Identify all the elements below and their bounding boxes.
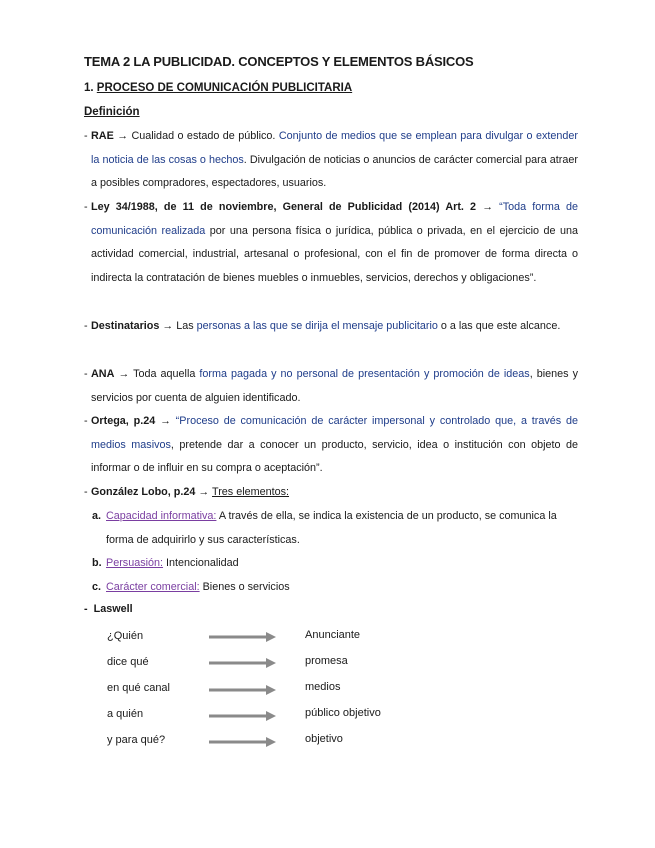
arrow-right-icon — [208, 737, 276, 747]
arrow-icon: → — [162, 320, 174, 332]
arrow-icon: → — [482, 201, 493, 213]
highlighted-text: forma pagada y no personal de presentación y promoción de ideas — [199, 368, 530, 380]
source-label: Ortega, p.24 — [91, 415, 156, 427]
element-letter: b. — [92, 557, 102, 569]
definition-item-ana: - ANA → Toda aquella forma pagada y no personal de presentación y promoción de ideas, bienes y servicios por cuenta de alguien identificado. — [84, 368, 578, 404]
arrow-icon: → — [117, 130, 129, 142]
laswell-answer: público objetivo — [305, 707, 381, 719]
laswell-question: dice qué — [107, 656, 149, 668]
element-item-b — [92, 552, 578, 576]
element-link-caracter[interactable]: Carácter comercial: — [106, 581, 200, 593]
definition-item-ortega: - Ortega, p.24 → “Proceso de comunicación de carácter impersonal y controlado que, a través de medios masivos, pretende dar a conocer un producto, servicio, idea o institución con objeto de informar o de influir en su compra o aceptación”. — [84, 415, 579, 474]
highlighted-text: Conjunto de medios que se emplean para divulgar o extender la noticia de las cosas o hechos — [91, 130, 579, 166]
item-text: , pretende dar a conocer un producto, servicio, idea o institución con objeto de informar o de influir en su compra o aceptación”. — [91, 438, 579, 474]
element-letter: a. — [92, 510, 102, 522]
item-text: por una persona física o jurídica, pública o privada, en el ejercicio de una actividad comercial, industrial, artesanal o profesional, con el fin de promover de forma directa o indirecta la contratación de bienes muebles o inmuebles, servicios, derechos y obligaciones”. — [91, 224, 578, 284]
section-number: 1. — [84, 82, 94, 94]
item-text: Toda aquella — [129, 368, 200, 380]
definition-item-gonzalez: - González Lobo, p.24 → Tres elementos: — [84, 486, 290, 498]
section-heading — [84, 82, 352, 94]
element-desc: Bienes o servicios — [199, 581, 290, 593]
laswell-question: ¿Quién — [107, 630, 144, 642]
laswell-answer: Anunciante — [305, 629, 361, 641]
element-item-a — [92, 505, 578, 552]
element-link-capacidad[interactable]: Capacidad informativa: — [106, 510, 217, 522]
source-label: ANA — [91, 368, 115, 380]
laswell-answer: promesa — [305, 655, 348, 667]
item-text: Las — [173, 320, 197, 332]
document-title: TEMA 2 LA PUBLICIDAD. CONCEPTOS Y ELEMENTOS BÁSICOS — [84, 54, 474, 69]
source-label: Ley 34/1988, de 11 de noviembre, General de Publicidad (2014) Art. 2 — [91, 201, 477, 213]
arrow-right-icon — [208, 685, 276, 695]
arrow-right-icon — [208, 711, 276, 721]
highlighted-text: “Proceso de comunicación de carácter impersonal y controlado que, a través de medios masivos — [91, 415, 579, 451]
definition-heading: Definición — [84, 106, 140, 118]
arrow-right-icon — [208, 658, 276, 668]
laswell-answer: medios — [305, 681, 341, 693]
item-text: . Divulgación de noticias o anuncios de carácter comercial para atraer a posibles compradores, espectadores, usuarios. — [91, 153, 578, 189]
element-item-c — [92, 576, 578, 600]
definition-item-ley: - Ley 34/1988, de 11 de noviembre, General de Publicidad (2014) Art. 2 → “Toda forma de comunicación realizada por una persona física o jurídica, pública o privada, en el ejercicio de una actividad comercial, industrial, artesanal o profesional, con el fin de promover de forma directa o indirecta la contratación de bienes muebles o inmuebles, servicios, derechos y obligaciones”. — [84, 201, 578, 284]
highlighted-text: personas a las que se dirija el mensaje publicitario — [196, 320, 438, 332]
element-link-persuasion[interactable]: Persuasión: — [106, 557, 164, 569]
source-label: González Lobo, p.24 — [91, 486, 196, 498]
item-text: o a las que este alcance. — [437, 320, 561, 332]
arrow-icon: → — [118, 368, 130, 380]
laswell-heading: - Laswell — [84, 603, 133, 615]
definition-item-rae: - RAE → Cualidad o estado de público. Conjunto de medios que se emplean para divulgar o extender la noticia de las cosas o hechos. Divulgación de noticias o anuncios de carácter comercial para atraer a posibles compradores, espectadores, usuarios. — [84, 130, 579, 189]
element-desc: Intencionalidad — [163, 557, 239, 569]
highlighted-text: “Toda forma de comunicación realizada — [91, 201, 578, 237]
arrow-icon: → — [198, 486, 210, 498]
laswell-question: y para qué? — [107, 734, 166, 746]
element-desc: A través de ella, se indica la existencia de un producto, se comunica la forma de adquirirlo y sus características. — [106, 510, 557, 546]
arrow-icon: → — [160, 415, 171, 427]
item-text: Cualidad o estado de público. — [128, 130, 279, 142]
item-text: , bienes y servicios por cuenta de alguien identificado. — [91, 368, 578, 404]
source-label: Destinatarios — [91, 320, 160, 332]
section-title: PROCESO DE COMUNICACIÓN PUBLICITARIA — [96, 82, 353, 94]
laswell-question: en qué canal — [107, 682, 170, 694]
arrow-right-icon — [208, 632, 276, 642]
element-letter: c. — [92, 581, 102, 593]
elements-label: Tres elementos: — [212, 486, 290, 498]
source-label: RAE — [91, 130, 114, 142]
laswell-label: Laswell — [93, 603, 133, 615]
laswell-answer: objetivo — [305, 733, 343, 745]
definition-item-destinatarios: - Destinatarios → Las personas a las que se dirija el mensaje publicitario o a las que este alcance. — [84, 320, 561, 332]
laswell-question: a quién — [107, 708, 144, 720]
